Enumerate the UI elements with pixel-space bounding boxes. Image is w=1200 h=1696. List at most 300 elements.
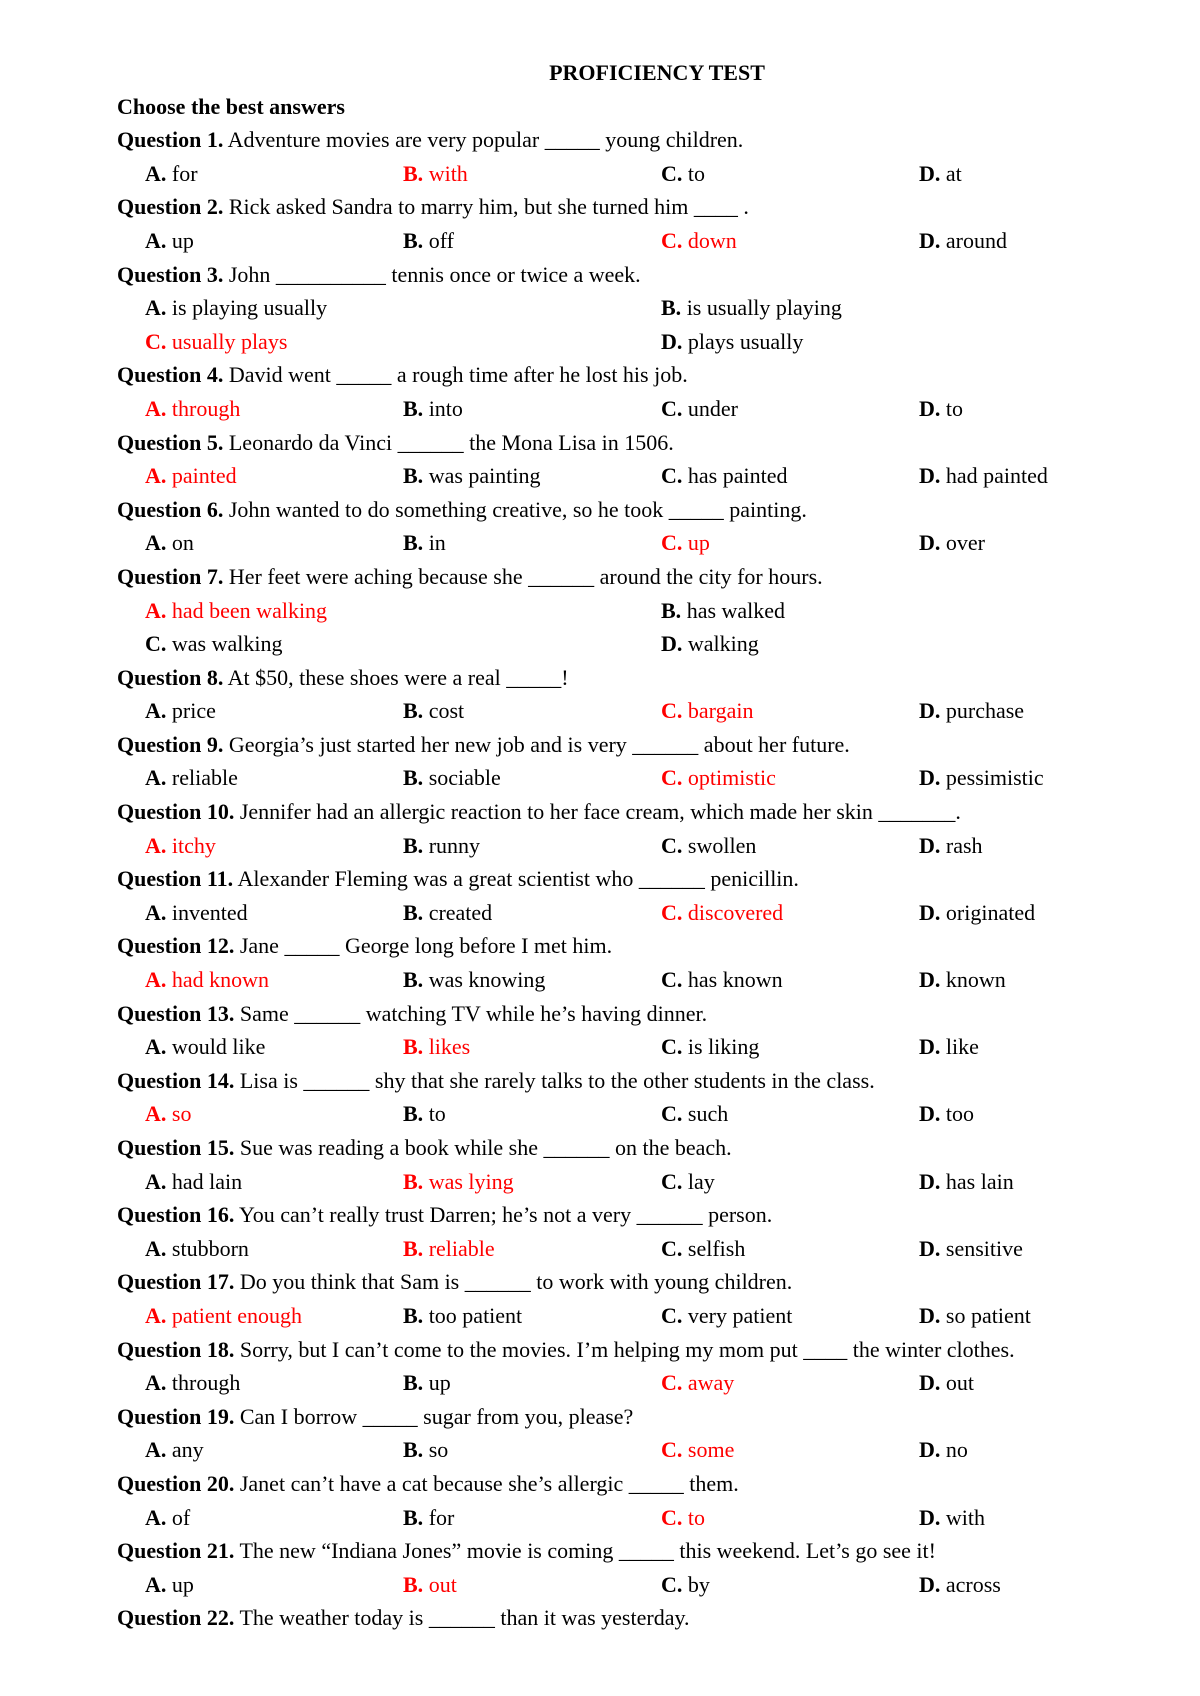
option-text: no [945, 1437, 968, 1463]
question-number: Question 9. [117, 731, 224, 757]
option-text: originated [945, 899, 1036, 925]
option-text: reliable [428, 1235, 495, 1261]
option-text: had been walking [171, 597, 328, 623]
option-text: too patient [428, 1302, 523, 1328]
option-letter: C. [661, 1302, 683, 1328]
option-text: is liking [687, 1034, 760, 1060]
option-letter: C. [661, 395, 683, 421]
question-stem [117, 1064, 1117, 1098]
option-letter: C. [661, 1437, 683, 1463]
answer-options-row [117, 694, 1117, 728]
option-letter: D. [919, 530, 941, 556]
option-letter: C. [661, 765, 683, 791]
question-text: John __________ tennis once or twice a week. [228, 261, 641, 287]
answer-option [145, 1097, 191, 1131]
option-letter: D. [919, 1370, 941, 1396]
question-stem [117, 1333, 1117, 1367]
answer-options-row [117, 224, 1117, 258]
question-number: Question 12. [117, 933, 235, 959]
answer-option [145, 896, 248, 930]
option-letter: C. [661, 1370, 683, 1396]
option-text: selfish [687, 1235, 746, 1261]
option-letter: A. [145, 1168, 167, 1194]
question-text: Sorry, but I can’t come to the movies. I’m helping my mom put ____ the winter clothes. [239, 1336, 1015, 1362]
option-text: so [428, 1437, 449, 1463]
question-stem [117, 1601, 1117, 1635]
answer-options-row [117, 1366, 1117, 1400]
option-letter: C. [661, 227, 683, 253]
option-letter: B. [661, 295, 682, 321]
option-letter: D. [919, 1504, 941, 1530]
option-text: on [171, 530, 194, 556]
option-text: was knowing [428, 967, 546, 993]
question-text: At $50, these shoes were a real _____! [227, 664, 569, 690]
option-letter: D. [919, 395, 941, 421]
answer-option [919, 761, 1044, 795]
answer-option [919, 1232, 1023, 1266]
answer-options-row [117, 896, 1117, 930]
option-text: invented [171, 899, 248, 925]
option-letter: D. [919, 832, 941, 858]
option-letter: B. [403, 1370, 424, 1396]
option-letter: B. [403, 227, 424, 253]
option-letter: C. [661, 1504, 683, 1530]
option-letter: B. [403, 530, 424, 556]
option-letter: D. [919, 899, 941, 925]
question-stem [117, 190, 1117, 224]
question-text: Janet can’t have a cat because she’s allergic _____ them. [239, 1470, 739, 1496]
question-number: Question 22. [117, 1605, 235, 1631]
option-letter: D. [919, 160, 941, 186]
answer-option [919, 1433, 968, 1467]
question-text: Sue was reading a book while she ______ on the beach. [239, 1135, 732, 1160]
answer-option [145, 1501, 190, 1535]
answer-option [661, 627, 759, 661]
question-text: Georgia’s just started her new job and is very ______ about her future. [228, 731, 850, 757]
option-text: has lain [945, 1168, 1014, 1194]
answer-options-row [117, 459, 1117, 493]
option-letter: D. [919, 1235, 941, 1261]
option-letter: D. [919, 1437, 941, 1463]
option-text: into [428, 395, 463, 421]
option-letter: B. [403, 698, 424, 724]
option-letter: A. [145, 1302, 167, 1328]
option-letter: C. [661, 698, 683, 724]
question-number: Question 13. [117, 1000, 235, 1026]
answer-option [919, 1165, 1014, 1199]
option-text: usually plays [171, 328, 288, 354]
option-text: with [945, 1504, 986, 1530]
option-letter: D. [919, 227, 941, 253]
question-text: Can I borrow _____ sugar from you, please? [239, 1403, 634, 1429]
answer-option [661, 526, 710, 560]
option-letter: D. [661, 631, 683, 657]
option-text: runny [428, 832, 481, 858]
question-text: Alexander Fleming was a great scientist who ______ penicillin. [237, 866, 799, 892]
option-text: out [428, 1571, 457, 1597]
question-number: Question 17. [117, 1269, 235, 1295]
option-text: pessimistic [945, 765, 1044, 791]
answer-options-row [117, 963, 1117, 997]
option-letter: C. [661, 160, 683, 186]
option-letter: A. [145, 967, 167, 993]
answer-options-row [117, 594, 1117, 628]
option-text: lay [687, 1168, 715, 1194]
option-letter: A. [145, 832, 167, 858]
option-text: is usually playing [686, 295, 842, 321]
option-text: up [171, 227, 194, 253]
question-number: Question 14. [117, 1067, 235, 1093]
option-text: price [171, 698, 216, 724]
option-text: itchy [171, 832, 216, 858]
answer-option [919, 829, 983, 863]
option-text: through [171, 1370, 241, 1396]
answer-option [403, 694, 464, 728]
option-letter: A. [145, 1101, 167, 1127]
option-letter: C. [661, 1034, 683, 1060]
question-stem [117, 426, 1117, 460]
question-text: The weather today is ______ than it was yesterday. [239, 1605, 690, 1631]
answer-options-row [117, 1299, 1117, 1333]
option-text: would like [171, 1034, 266, 1060]
question-number: Question 1. [117, 127, 224, 153]
answer-option [661, 694, 753, 728]
answer-option [661, 829, 756, 863]
answer-option [403, 526, 446, 560]
option-letter: B. [403, 1168, 424, 1194]
answer-option [145, 761, 238, 795]
option-text: was lying [428, 1168, 514, 1194]
option-letter: C. [661, 1571, 683, 1597]
answer-option [919, 157, 962, 191]
question-number: Question 20. [117, 1470, 235, 1496]
option-text: swollen [687, 832, 757, 858]
question-number: Question 10. [117, 799, 235, 825]
question-text: Do you think that Sam is ______ to work with young children. [239, 1269, 793, 1295]
question-number: Question 19. [117, 1403, 235, 1429]
question-number: Question 5. [117, 429, 224, 455]
answer-options-row [117, 1232, 1117, 1266]
option-text: optimistic [687, 765, 776, 791]
option-letter: B. [403, 899, 424, 925]
answer-option [145, 1232, 249, 1266]
answer-option [403, 1568, 457, 1602]
answer-option [145, 627, 282, 661]
answer-option [145, 1366, 240, 1400]
question-stem [117, 493, 1117, 527]
option-letter: B. [403, 1034, 424, 1060]
option-text: plays usually [687, 328, 804, 354]
answer-option [919, 1097, 974, 1131]
option-letter: B. [403, 1571, 424, 1597]
question-number: Question 21. [117, 1538, 235, 1564]
answer-option [403, 459, 541, 493]
question-stem [117, 123, 1117, 157]
answer-option [661, 1097, 728, 1131]
option-letter: B. [403, 1235, 424, 1261]
option-text: to [687, 1504, 706, 1530]
answer-option [403, 1232, 495, 1266]
answer-option [403, 1366, 451, 1400]
answer-options-row [117, 157, 1117, 191]
option-letter: B. [403, 832, 424, 858]
answer-option [145, 963, 269, 997]
option-text: away [687, 1370, 735, 1396]
question-number: Question 3. [117, 261, 224, 287]
question-stem [117, 358, 1117, 392]
option-text: has known [687, 967, 783, 993]
option-text: too [945, 1101, 975, 1127]
option-letter: C. [661, 832, 683, 858]
answer-option [403, 157, 468, 191]
answer-option [145, 392, 240, 426]
question-number: Question 8. [117, 664, 224, 690]
answer-options-row [117, 1568, 1117, 1602]
answer-option [661, 1568, 710, 1602]
option-letter: B. [661, 597, 682, 623]
answer-option [661, 1299, 792, 1333]
answer-options-row [117, 1165, 1117, 1199]
document-page [117, 56, 1117, 1635]
question-stem [117, 862, 1117, 896]
answer-options-row [117, 1097, 1117, 1131]
question-stem [117, 1400, 1117, 1434]
option-text: so patient [945, 1302, 1031, 1328]
option-letter: C. [661, 1235, 683, 1261]
answer-option [661, 157, 705, 191]
option-text: up [428, 1370, 451, 1396]
option-letter: D. [919, 1302, 941, 1328]
answer-option [661, 1030, 759, 1064]
option-text: had lain [171, 1168, 243, 1194]
option-text: painted [171, 463, 237, 489]
answer-option [919, 1030, 979, 1064]
answer-option [661, 224, 737, 258]
question-text: Leonardo da Vinci ______ the Mona Lisa in 1506. [228, 429, 674, 455]
answer-option [145, 157, 198, 191]
option-text: any [171, 1437, 204, 1463]
option-text: very patient [687, 1302, 793, 1328]
question-stem [117, 1131, 1117, 1165]
option-letter: A. [145, 395, 167, 421]
option-letter: D. [919, 1034, 941, 1060]
option-text: bargain [687, 698, 754, 724]
option-letter: B. [403, 160, 424, 186]
option-letter: A. [145, 295, 167, 321]
option-text: is playing usually [171, 295, 328, 321]
answer-option [145, 1568, 194, 1602]
option-letter: A. [145, 1571, 167, 1597]
question-text: Rick asked Sandra to marry him, but she turned him ____ . [228, 194, 749, 220]
answer-option [661, 594, 785, 628]
question-text: The new “Indiana Jones” movie is coming _____ this weekend. Let’s go see it! [239, 1538, 936, 1564]
answer-option [145, 224, 194, 258]
option-letter: D. [919, 698, 941, 724]
option-text: at [945, 160, 962, 186]
answer-option [145, 1030, 265, 1064]
answer-option [403, 761, 501, 795]
option-letter: A. [145, 463, 167, 489]
option-text: patient enough [171, 1302, 303, 1328]
answer-option [403, 392, 463, 426]
option-text: out [945, 1370, 975, 1396]
option-letter: A. [145, 1437, 167, 1463]
option-letter: A. [145, 1504, 167, 1530]
answer-option [145, 829, 216, 863]
option-letter: A. [145, 160, 167, 186]
option-text: over [945, 530, 985, 556]
option-text: reliable [171, 765, 238, 791]
option-text: sociable [428, 765, 501, 791]
answer-option [403, 1030, 470, 1064]
answer-options-row [117, 291, 1117, 325]
option-letter: C. [661, 1168, 683, 1194]
answer-option [145, 459, 237, 493]
page-title: PROFICIENCY TEST [549, 60, 765, 85]
option-letter: A. [145, 597, 167, 623]
question-number: Question 2. [117, 194, 224, 220]
option-text: by [687, 1571, 710, 1597]
question-text: John wanted to do something creative, so he took _____ painting. [228, 496, 807, 522]
question-text: Jane _____ George long before I met him. [239, 933, 613, 959]
answer-option [661, 761, 776, 795]
option-text: has walked [686, 597, 786, 623]
question-stem [117, 1534, 1117, 1568]
option-letter: A. [145, 1235, 167, 1261]
question-number: Question 7. [117, 563, 224, 589]
option-letter: C. [661, 463, 683, 489]
question-stem [117, 795, 1117, 829]
option-text: to [687, 160, 706, 186]
answer-option [145, 1433, 204, 1467]
answer-option [145, 594, 327, 628]
answer-options-row [117, 1030, 1117, 1064]
answer-option [919, 1568, 1001, 1602]
question-number: Question 15. [117, 1135, 235, 1160]
option-text: had painted [945, 463, 1048, 489]
question-text: Adventure movies are very popular _____ young children. [227, 127, 744, 153]
answer-option [661, 963, 783, 997]
answer-option [661, 325, 803, 359]
answer-option [919, 1299, 1031, 1333]
answer-option [661, 1366, 734, 1400]
option-text: off [428, 227, 454, 253]
question-text: Jennifer had an allergic reaction to her face cream, which made her skin _______. [239, 799, 961, 825]
option-letter: C. [661, 899, 683, 925]
answer-option [919, 963, 1006, 997]
option-letter: A. [145, 530, 167, 556]
option-text: was painting [428, 463, 541, 489]
option-letter: B. [403, 1437, 424, 1463]
question-text: Her feet were aching because she ______ around the city for hours. [228, 563, 823, 589]
option-text: across [945, 1571, 1001, 1597]
option-text: such [687, 1101, 729, 1127]
option-letter: D. [919, 1168, 941, 1194]
option-letter: A. [145, 899, 167, 925]
option-text: had known [171, 967, 270, 993]
option-text: cost [428, 698, 465, 724]
option-text: has painted [687, 463, 788, 489]
option-text: known [945, 967, 1006, 993]
option-text: up [687, 530, 710, 556]
option-letter: C. [661, 1101, 683, 1127]
answer-options-row [117, 761, 1117, 795]
option-letter: A. [145, 1370, 167, 1396]
answer-option [661, 1165, 715, 1199]
option-text: under [687, 395, 738, 421]
option-letter: C. [661, 530, 683, 556]
answer-option [145, 1165, 242, 1199]
option-text: like [945, 1034, 979, 1060]
answer-option [919, 694, 1024, 728]
option-text: to [945, 395, 964, 421]
option-text: around [945, 227, 1007, 253]
option-letter: B. [403, 765, 424, 791]
option-letter: A. [145, 227, 167, 253]
answer-option [661, 392, 738, 426]
option-text: so [171, 1101, 192, 1127]
question-stem [117, 258, 1117, 292]
question-number: Question 16. [117, 1202, 235, 1228]
option-text: stubborn [171, 1235, 249, 1261]
answer-option [919, 1366, 974, 1400]
option-text: to [428, 1101, 446, 1127]
question-text: Lisa is ______ shy that she rarely talks to the other students in the class. [239, 1067, 875, 1093]
question-stem [117, 661, 1117, 695]
answer-option [661, 1232, 745, 1266]
option-text: walking [687, 631, 759, 657]
answer-option [919, 1501, 985, 1535]
option-letter: A. [145, 698, 167, 724]
option-letter: B. [403, 1504, 424, 1530]
answer-option [919, 224, 1007, 258]
option-letter: B. [403, 1302, 424, 1328]
answer-option [403, 896, 492, 930]
answer-option [661, 1501, 705, 1535]
question-text: David went _____ a rough time after he lost his job. [228, 362, 688, 388]
answer-option [403, 1299, 522, 1333]
question-text: Same ______ watching TV while he’s having dinner. [239, 1000, 708, 1026]
option-letter: D. [661, 328, 683, 354]
answer-option [919, 896, 1035, 930]
option-text: down [687, 227, 737, 253]
question-stem [117, 1265, 1117, 1299]
answer-options-row [117, 392, 1117, 426]
option-letter: A. [145, 765, 167, 791]
option-letter: D. [919, 463, 941, 489]
answer-option [661, 291, 842, 325]
question-number: Question 11. [117, 866, 234, 892]
option-text: was walking [171, 631, 283, 657]
question-stem [117, 1467, 1117, 1501]
question-number: Question 6. [117, 496, 224, 522]
question-stem [117, 728, 1117, 762]
option-letter: C. [145, 328, 167, 354]
option-text: in [428, 530, 446, 556]
option-letter: B. [403, 1101, 424, 1127]
answer-option [403, 224, 454, 258]
option-letter: D. [919, 967, 941, 993]
question-stem [117, 560, 1117, 594]
option-letter: D. [919, 1101, 941, 1127]
answer-options-row [117, 325, 1117, 359]
option-text: discovered [687, 899, 784, 925]
answer-option [145, 694, 216, 728]
answer-options-row [117, 1433, 1117, 1467]
question-stem [117, 997, 1117, 1031]
answer-option [661, 459, 787, 493]
answer-option [919, 459, 1048, 493]
